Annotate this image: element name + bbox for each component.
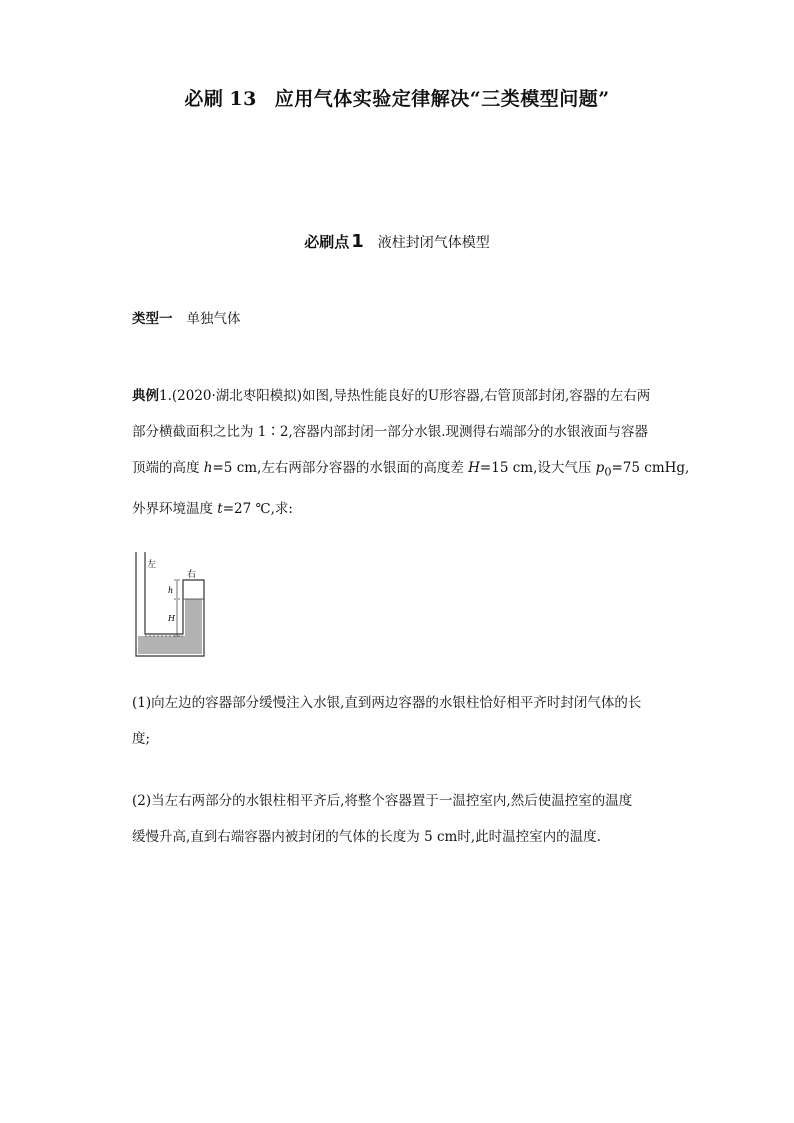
example-line1-text: 1.(2020·湖北枣阳模拟)如图,导热性能良好的U形容器,右管顶部封闭,容器的左右两: [159, 388, 651, 404]
example-line-2: 部分横截面积之比为 1∶2,容器内部封闭一部分水银.现测得右端部分的水银液面与容器: [132, 424, 649, 440]
example-line-3: [132, 450, 690, 491]
title-text: 应用气体实验定律解决“三类模型问题”: [274, 88, 610, 110]
left-label: 左: [147, 560, 157, 570]
p-subscript: 0: [604, 465, 612, 479]
u-tube-diagram: [133, 550, 213, 658]
example-line-4: [132, 491, 672, 527]
title-number: 13: [229, 88, 257, 110]
H-label: H: [168, 614, 175, 623]
example-label: 典例: [132, 388, 159, 404]
page-title: [0, 84, 794, 111]
example-paragraph: [132, 378, 690, 527]
line3-part-a: 顶端的高度: [132, 460, 204, 476]
question-2: [132, 783, 672, 855]
title-prefix: 必刷: [184, 88, 224, 110]
line3-part-c: =15 cm,设大气压: [479, 460, 596, 476]
section-heading: [0, 231, 794, 252]
t-symbol: t: [217, 500, 223, 517]
q1-line-1: (1)向左边的容器部分缓慢注入水银,直到两边容器的水银柱恰好相平齐时封闭气体的长: [132, 695, 642, 711]
question-1: [132, 685, 672, 757]
section-label: 必刷点: [304, 233, 350, 251]
line4-part-b: =27 ℃,求:: [222, 500, 293, 517]
H-symbol: H: [468, 460, 480, 476]
type-text: 单独气体: [186, 311, 241, 327]
q2-line-2: 缓慢升高,直到右端容器内被封闭的气体的长度为 5 cm时,此时温控室内的温度.: [132, 829, 601, 845]
section-text: 液柱封闭气体模型: [377, 235, 490, 251]
right-label: 右: [187, 570, 197, 580]
type-heading: [132, 307, 241, 327]
example-line-1: [132, 378, 672, 414]
section-number: 1: [351, 231, 364, 252]
line3-part-b: =5 cm,左右两部分容器的水银面的高度差: [212, 460, 469, 476]
h-label: h: [168, 586, 174, 595]
h-symbol: h: [203, 460, 213, 476]
mercury-right-column: [185, 599, 202, 654]
p-symbol: p: [595, 460, 605, 476]
q1-line-2: 度;: [132, 731, 151, 747]
q2-line-1: (2)当左右两部分的水银柱相平齐后,将整个容器置于一温控室内,然后使温控室的温度: [132, 793, 633, 809]
type-label: 类型一: [132, 311, 173, 327]
line3-part-d: =75 cmHg,: [611, 460, 690, 476]
line4-part-a: 外界环境温度: [132, 500, 218, 517]
